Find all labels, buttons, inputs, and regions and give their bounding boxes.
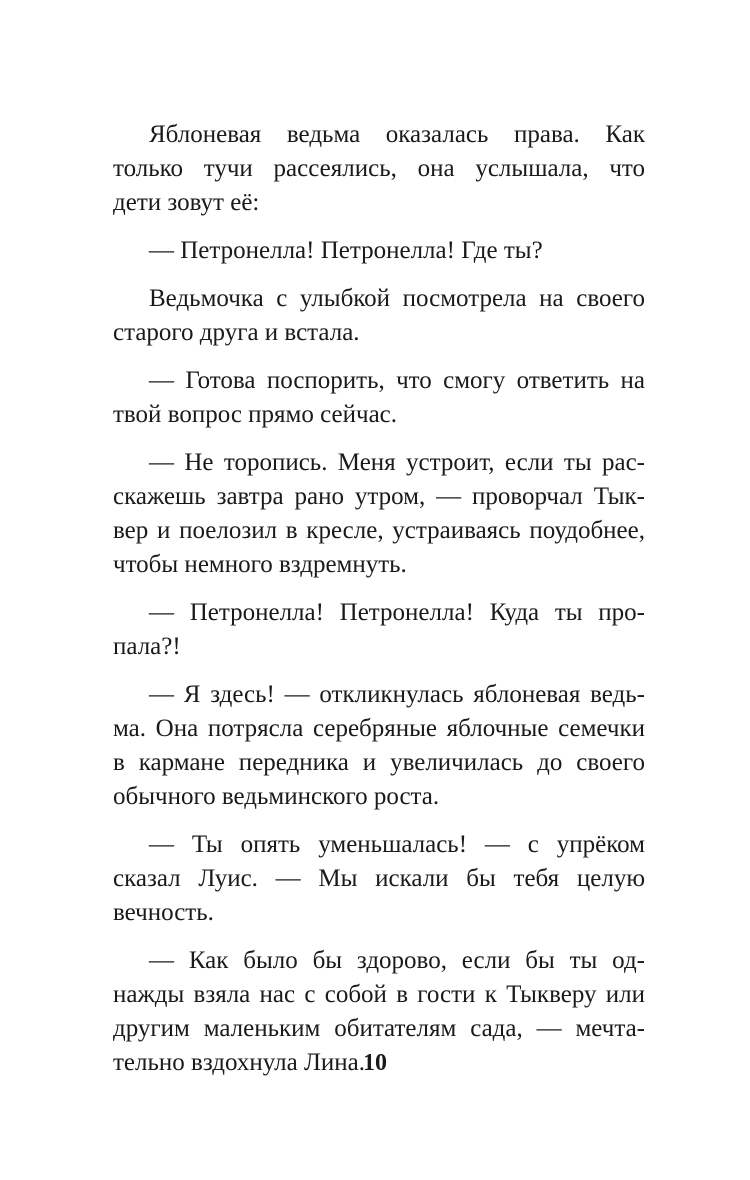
text-line: в кармане передника и увеличилась до своего [113, 749, 645, 776]
paragraph [113, 678, 645, 814]
text-line: — Как было бы здорово, если бы ты од- [149, 947, 645, 974]
text-line: только тучи рассеялись, она услышала, что [113, 155, 645, 182]
page-number: 10 [363, 1050, 387, 1076]
text-line: — Петронелла! Петронелла! Куда ты про- [149, 599, 645, 626]
text-line: вер и поелозил в кресле, устраиваясь поудобнее, [113, 517, 645, 544]
text-line: — Готова поспорить, что смогу ответить на [149, 367, 645, 394]
text-line: другим маленьким обитателям сада, — мечта- [113, 1015, 645, 1042]
text-line: пала?! [113, 633, 181, 660]
text-line: — Я здесь! — откликнулась яблоневая ведь- [149, 681, 645, 708]
text-line: Ведьмочка с улыбкой посмотрела на своего [149, 285, 645, 312]
text-line: обычного ведьминского роста. [113, 783, 440, 810]
text-line: старого друга и встала. [113, 319, 360, 346]
text-line: вечность. [113, 899, 214, 926]
paragraph [113, 828, 645, 930]
text-line: дети зовут её: [113, 189, 260, 216]
paragraph [113, 282, 645, 350]
body-text [113, 118, 645, 1094]
text-line: — Не торопись. Меня устроит, если ты рас- [149, 449, 645, 476]
paragraph [113, 446, 645, 582]
text-line: твой вопрос прямо сейчас. [113, 401, 398, 428]
text-line: скажешь завтра рано утром, — проворчал Тык- [113, 483, 645, 510]
text-line: чтобы немного вздремнуть. [113, 551, 407, 578]
paragraph [113, 364, 645, 432]
text-line: Яблоневая ведьма оказалась права. Как [149, 121, 645, 148]
text-line: ма. Она потрясла серебряные яблочные семечки [113, 715, 645, 742]
text-line: сказал Луис. — Мы искали бы тебя целую [113, 865, 645, 892]
paragraph [113, 596, 645, 664]
text-line: тельно вздохнула Лина. [113, 1049, 366, 1076]
text-line: — Петронелла! Петронелла! Где ты? [149, 237, 543, 264]
paragraph [113, 234, 645, 268]
text-line: нажды взяла нас с собой в гости к Тыкверу или [113, 981, 645, 1008]
paragraph [113, 118, 645, 220]
text-line: — Ты опять уменьшалась! — с упрёком [149, 831, 645, 858]
